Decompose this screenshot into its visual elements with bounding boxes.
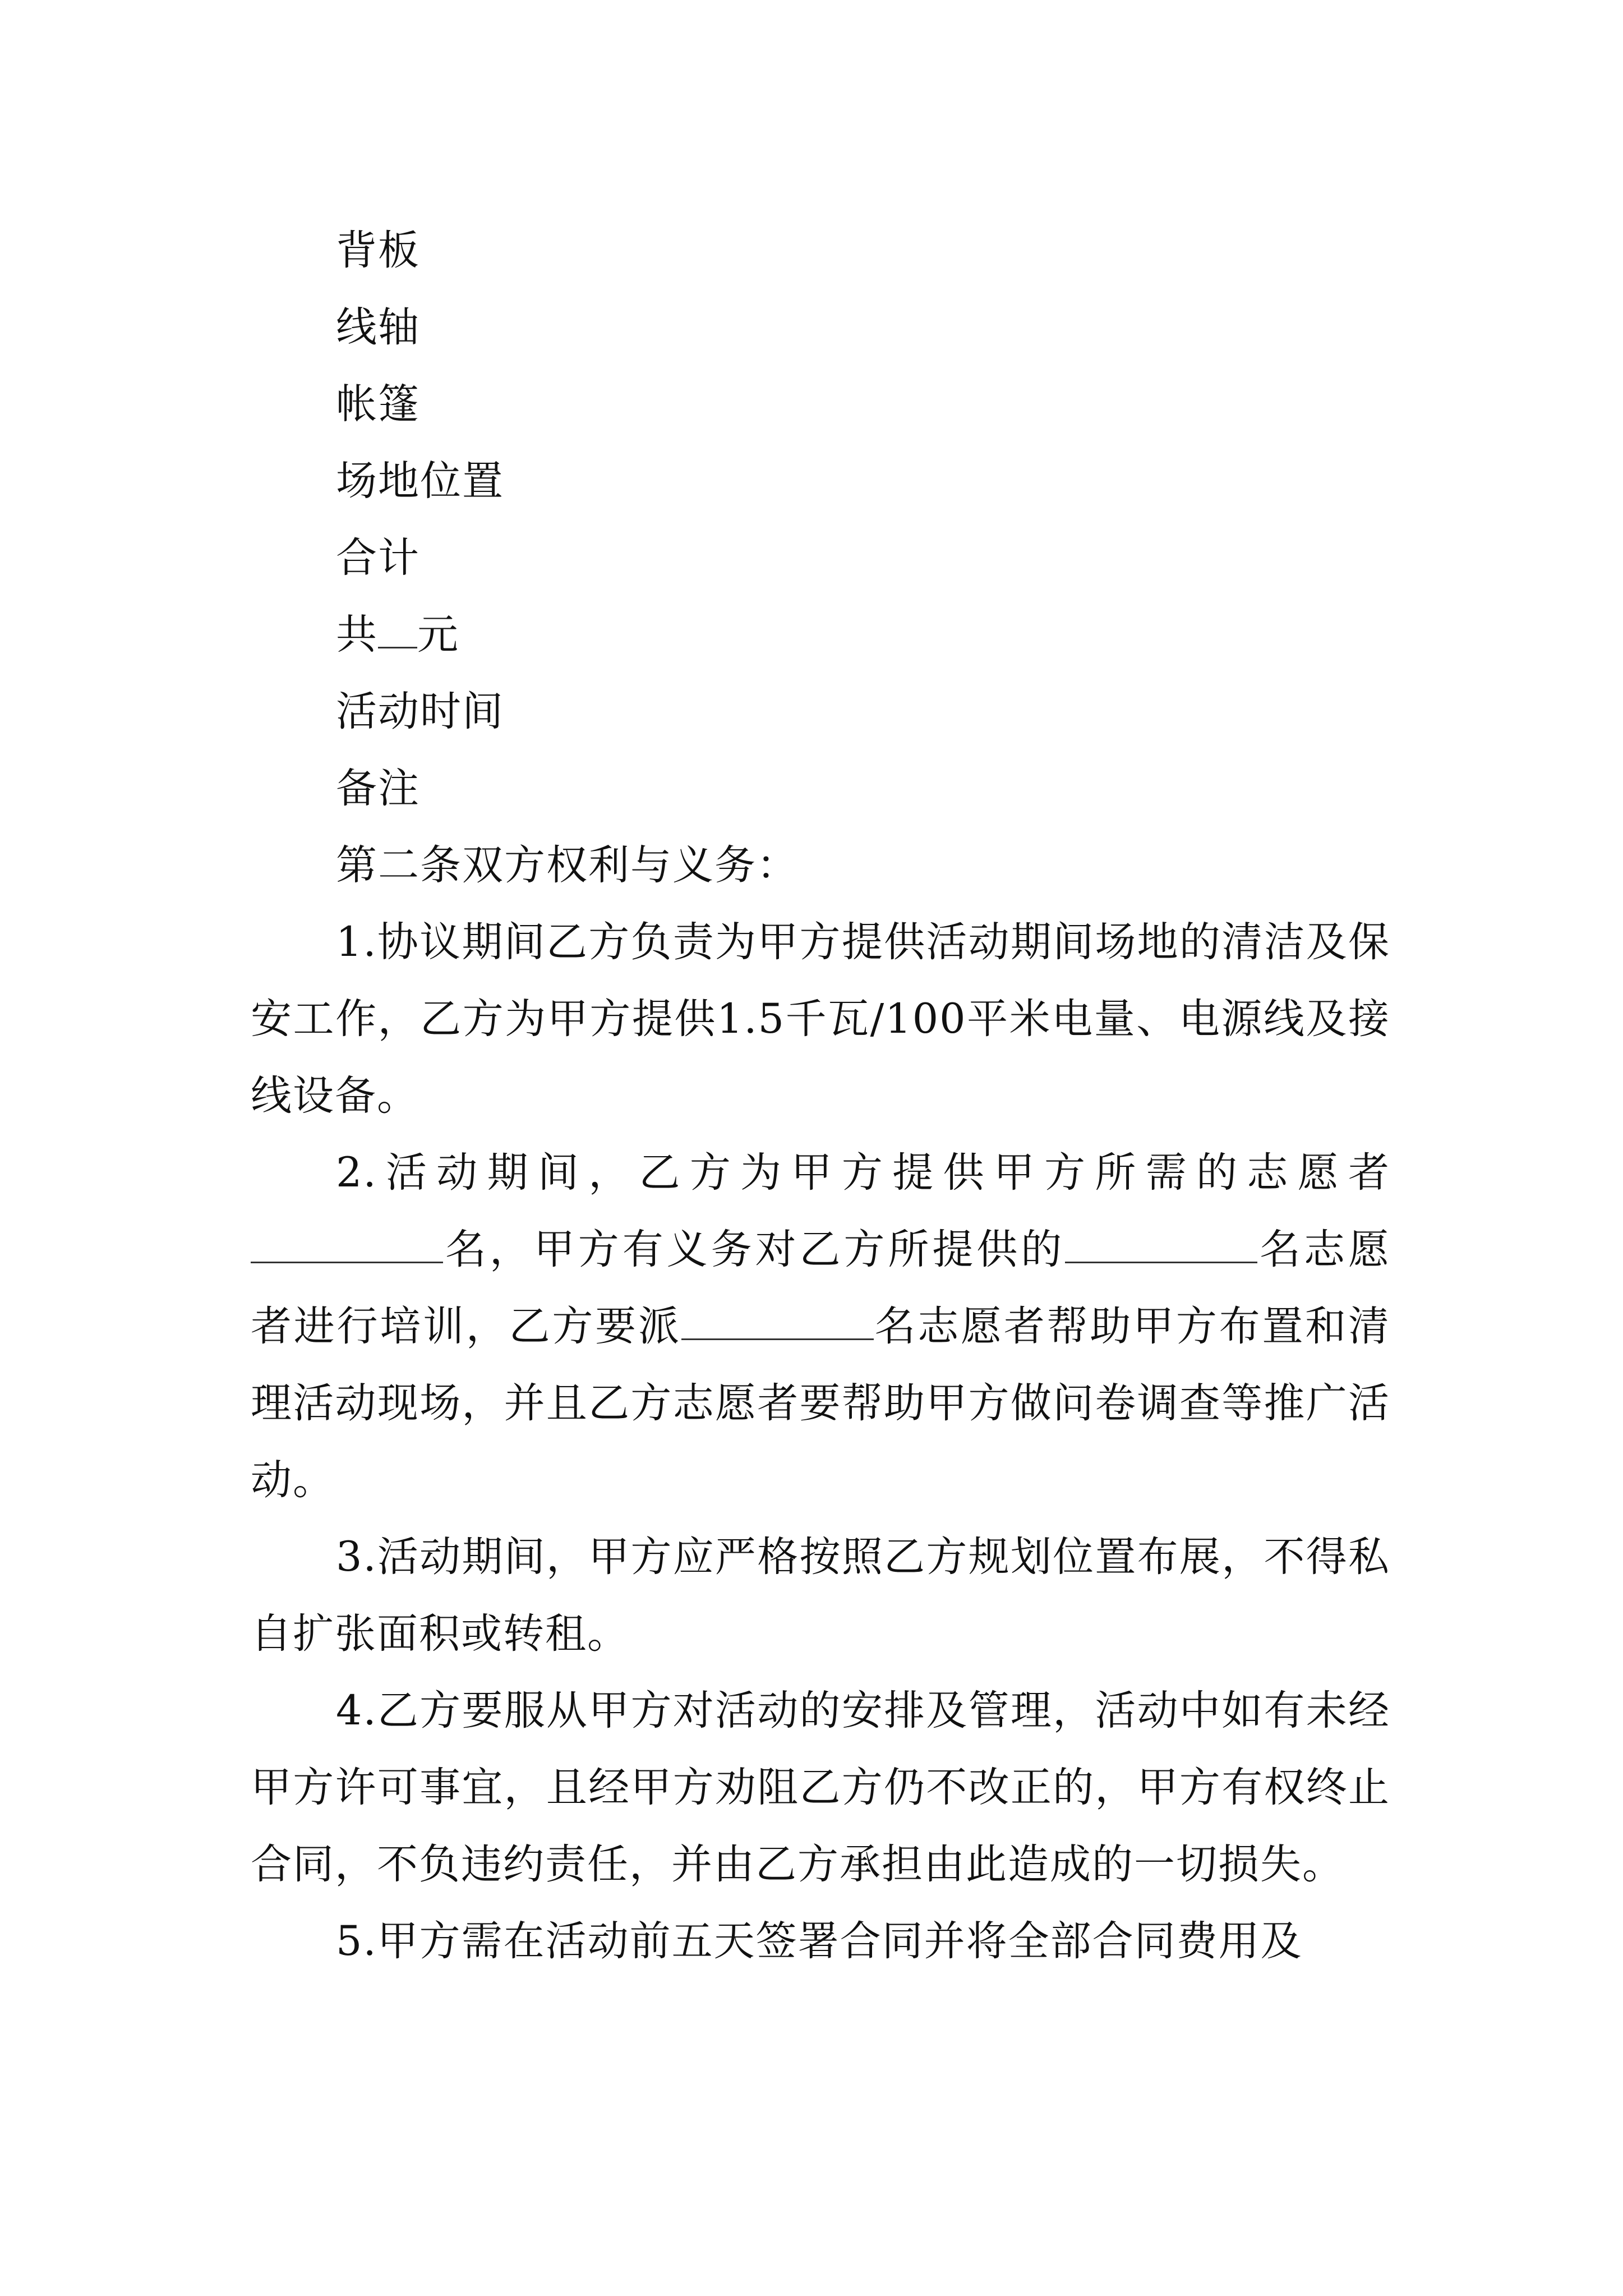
clause-4: 4.乙方要服从甲方对活动的安排及管理，活动中如有未经甲方许可事宜，且经甲方劝阻乙方仍不改正的，甲方有权终止合同，不负违约责任，并由乙方承担由此造成的一切损失。 (251, 1687, 1390, 1888)
list-item-cable-reel: 线轴 (336, 303, 420, 351)
clause-2-part-1: 2.活动期间，乙方为甲方提供甲方所需的志愿者 (336, 1149, 1390, 1197)
volunteer-count-blank-2 (1065, 1261, 1257, 1263)
clause-2 (251, 1134, 1390, 1519)
clause-1: 1.协议期间乙方负责为甲方提供活动期间场地的清洁及保安工作，乙方为甲方提供1.5千瓦/100平米电量、电源线及接线设备。 (251, 918, 1390, 1120)
section-heading: 第二条双方权利与义务： (336, 841, 799, 889)
clause-2-part-4: 名志愿者帮助甲方布置和清理活动现场，并且乙方志愿者要帮助甲方做问卷调查等推广活动。 (251, 1303, 1391, 1504)
volunteer-count-blank-3 (681, 1338, 874, 1340)
list-item-activity-time: 活动时间 (336, 688, 504, 735)
list-item-venue-location: 场地位置 (336, 457, 504, 505)
list-item-remarks: 备注 (336, 765, 420, 812)
list-item-total: 合计 (336, 534, 420, 582)
total-prefix: 共 (336, 611, 378, 659)
total-suffix: 元 (417, 611, 459, 659)
clause-2-part-2: 名，甲方有义务对乙方所提供的 (443, 1226, 1066, 1273)
list-item-backboard: 背板 (336, 227, 420, 274)
clause-3: 3.活动期间，甲方应严格按照乙方规划位置布展，不得私自扩张面积或转租。 (251, 1533, 1390, 1658)
volunteer-count-blank-1 (251, 1261, 443, 1263)
total-amount-line (251, 596, 1390, 673)
clause-2-part-3: 名志愿者进行培训，乙方要派 (251, 1226, 1391, 1350)
clause-5: 5.甲方需在活动前五天签署合同并将全部合同费用及 (336, 1917, 1303, 1965)
list-item-tent: 帐篷 (336, 380, 420, 428)
contract-body (251, 212, 1390, 1980)
amount-blank (378, 646, 417, 648)
